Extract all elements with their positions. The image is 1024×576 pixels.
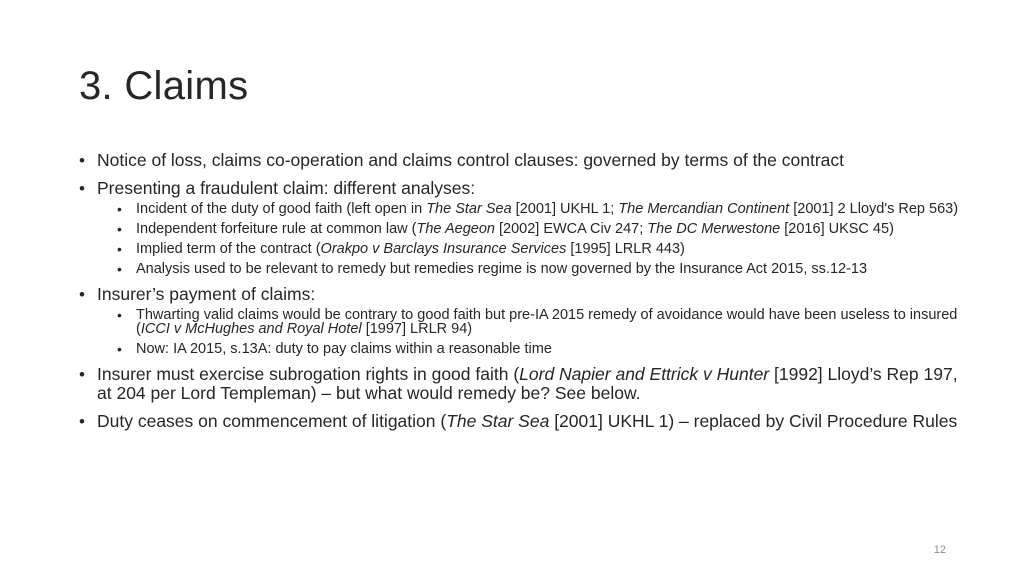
citation-text: [2002] EWCA Civ 247; (494, 221, 648, 237)
bullet-icon: • (79, 412, 85, 431)
case-name: Orakpo v Barclays Insurance Services (320, 241, 567, 257)
case-name: The Mercandian Continent (618, 201, 790, 217)
case-name: The Aegeon (416, 221, 495, 237)
slide-body (79, 151, 959, 440)
sub-bullet-text: Thwarting valid claims would be contrary to good faith but pre-IA 2015 remedy of avoidance would have been useless to insured ( (136, 307, 958, 337)
sub-bullet-item (117, 242, 959, 256)
bullet-text: Insurer’s payment of claims: (97, 284, 316, 304)
bullet-text: Duty ceases on commencement of litigation ( (97, 411, 447, 431)
sub-bullet-icon: • (117, 201, 122, 217)
bullet-item-payment-of-claims (79, 285, 959, 356)
sub-bullet-item (117, 342, 959, 356)
bullet-icon: • (79, 285, 85, 304)
sub-bullet-icon: • (117, 307, 122, 323)
sub-bullet-text: Now: IA 2015, s.13A: duty to pay claims within a reasonable time (136, 341, 552, 357)
sub-bullet-icon: • (117, 341, 122, 357)
sub-bullet-icon: • (117, 221, 122, 237)
sub-bullet-item (117, 202, 959, 216)
citation-text: [2001] UKHL 1; (511, 201, 619, 217)
citation-text: [1995] LRLR 443) (566, 241, 685, 257)
sub-bullet-text: Implied term of the contract ( (136, 241, 321, 257)
citation-text: [2001] 2 Lloyd's Rep 563) (789, 201, 959, 217)
sub-bullet-item (117, 308, 959, 336)
sub-bullet-item (117, 262, 959, 276)
sub-bullet-list (117, 202, 959, 276)
sub-bullet-icon: • (117, 261, 122, 277)
case-name: Lord Napier and Ettrick v Hunter (519, 364, 770, 384)
sub-bullet-text: Independent forfeiture rule at common law ( (136, 221, 417, 237)
slide-title: 3. Claims (79, 64, 249, 108)
bullet-item-duty-ceases (79, 412, 959, 431)
citation-text: [1997] LRLR 94) (361, 321, 473, 337)
bullet-item-notice-of-loss (79, 151, 959, 170)
bullet-item-subrogation (79, 365, 959, 403)
case-name: The DC Merwestone (647, 221, 781, 237)
sub-bullet-icon: • (117, 241, 122, 257)
case-name: The Star Sea (426, 201, 512, 217)
case-name: ICCI v McHughes and Royal Hotel (140, 321, 362, 337)
bullet-item-fraudulent-claim (79, 179, 959, 276)
case-name: The Star Sea (446, 411, 550, 431)
bullet-icon: • (79, 151, 85, 170)
sub-bullet-text: Analysis used to be relevant to remedy but remedies regime is now governed by the Insurance Act 2015, ss.12-13 (136, 261, 868, 277)
sub-bullet-list (117, 308, 959, 356)
bullet-icon: • (79, 365, 85, 384)
bullet-icon: • (79, 179, 85, 198)
bullet-text: Insurer must exercise subrogation rights in good faith ( (97, 364, 520, 384)
citation-text: [1992] Lloyd’s Rep 197, at 204 per Lord Templeman) – but what would remedy be? See below. (97, 364, 958, 403)
bullet-text: Notice of loss, claims co-operation and claims control clauses: governed by terms of the contract (97, 150, 845, 170)
sub-bullet-text: Incident of the duty of good faith (left open in (136, 201, 427, 217)
bullet-text: Presenting a fraudulent claim: different analyses: (97, 178, 476, 198)
citation-text: [2016] UKSC 45) (780, 221, 894, 237)
citation-text: [2001] UKHL 1) – replaced by Civil Procedure Rules (549, 411, 958, 431)
page-number: 12 (933, 544, 946, 556)
sub-bullet-item (117, 222, 959, 236)
